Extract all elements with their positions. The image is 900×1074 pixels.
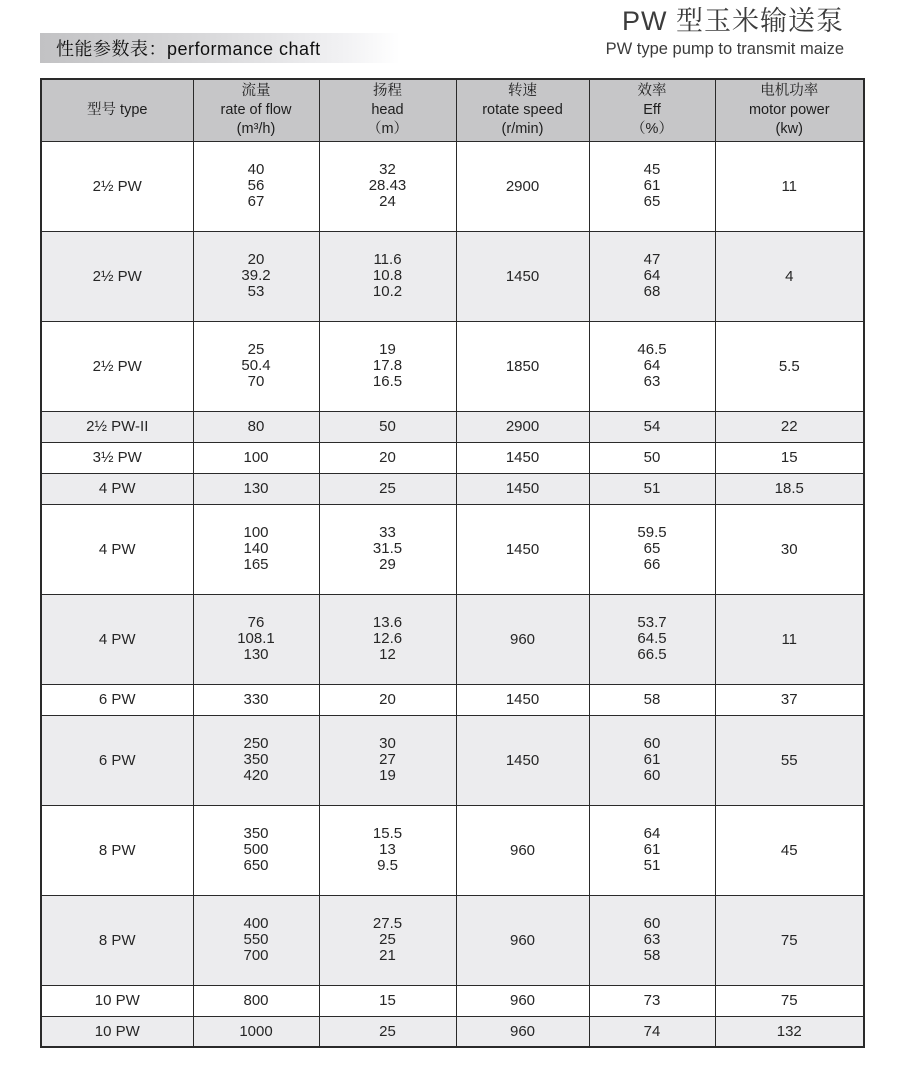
cell-type <box>41 411 193 442</box>
cell-power <box>715 321 864 411</box>
cell-speed <box>456 805 589 895</box>
cell-values <box>320 916 456 964</box>
table-row <box>41 411 864 442</box>
cell-eff <box>589 473 715 504</box>
cell-value: 60 <box>643 915 661 932</box>
cell-values <box>194 525 319 573</box>
cell-type <box>41 805 193 895</box>
cell-speed <box>456 594 589 684</box>
cell-value: 51 <box>643 480 661 497</box>
cell-speed <box>456 321 589 411</box>
cell-value: 30 <box>780 540 798 558</box>
cell-flow <box>193 715 319 805</box>
cell-value: 67 <box>247 193 265 210</box>
cell-value: 13 <box>379 841 396 858</box>
cell-flow <box>193 141 319 231</box>
cell-value: 2900 <box>505 418 540 435</box>
table-row <box>41 141 864 231</box>
cell-power <box>715 895 864 985</box>
section-header-bar <box>40 33 400 63</box>
cell-value: 10 PW <box>94 1022 140 1040</box>
cell-value: 59.5 <box>637 524 667 541</box>
cell-value: 58 <box>643 691 661 708</box>
cell-value: 12 <box>379 646 396 663</box>
table-row <box>41 504 864 594</box>
column-header-line: rotate speed <box>482 101 563 118</box>
cell-value: 650 <box>243 857 269 874</box>
table-row <box>41 321 864 411</box>
column-header-line: head <box>371 101 404 118</box>
column-header-line: (kw) <box>775 120 803 137</box>
cell-values <box>320 525 456 573</box>
cell-value: 2½ PW-II <box>86 418 149 435</box>
cell-value: 53.7 <box>637 614 667 631</box>
cell-value: 10.8 <box>372 267 403 284</box>
cell-values <box>320 342 456 390</box>
cell-value: 66.5 <box>637 646 667 663</box>
cell-value: 50 <box>643 449 661 466</box>
cell-value: 75 <box>780 992 798 1009</box>
cell-eff <box>589 715 715 805</box>
cell-value: 70 <box>247 373 265 390</box>
cell-eff <box>589 895 715 985</box>
cell-value: 165 <box>243 556 269 573</box>
cell-head <box>319 442 456 473</box>
cell-value: 25 <box>379 480 396 497</box>
cell-value: 6 PW <box>98 691 136 708</box>
cell-value: 46.5 <box>637 341 667 358</box>
column-header-line: （m） <box>366 120 409 137</box>
cell-flow <box>193 684 319 715</box>
cell-value: 45 <box>643 161 661 178</box>
column-header-line: 转速 <box>508 82 537 99</box>
cell-value: 33 <box>379 524 396 541</box>
cell-value: 5.5 <box>778 357 800 375</box>
cell-value: 18.5 <box>774 480 804 497</box>
cell-eff <box>589 985 715 1016</box>
cell-value: 50 <box>379 418 396 435</box>
cell-value: 60 <box>643 735 661 752</box>
cell-speed <box>456 504 589 594</box>
cell-head <box>319 985 456 1016</box>
column-header-line: 效率 <box>637 82 667 99</box>
cell-type <box>41 985 193 1016</box>
cell-value: 960 <box>509 992 536 1009</box>
cell-value: 10.2 <box>372 283 403 300</box>
cell-eff <box>589 442 715 473</box>
cell-power <box>715 594 864 684</box>
cell-value: 130 <box>243 480 269 497</box>
cell-power <box>715 715 864 805</box>
cell-speed <box>456 684 589 715</box>
cell-flow <box>193 231 319 321</box>
cell-type <box>41 895 193 985</box>
cell-value: 58 <box>643 947 661 964</box>
cell-value: 27.5 <box>372 915 403 932</box>
cell-type <box>41 684 193 715</box>
cell-value: 64 <box>643 357 661 374</box>
cell-value: 63 <box>643 373 661 390</box>
cell-values <box>590 525 715 573</box>
column-header-line: 型号 type <box>87 101 148 118</box>
cell-power <box>715 231 864 321</box>
cell-value: 2½ PW <box>92 177 142 195</box>
cell-value: 1850 <box>505 357 540 375</box>
cell-value: 8 PW <box>98 931 136 949</box>
table-row <box>41 715 864 805</box>
cell-value: 130 <box>243 646 269 663</box>
cell-head <box>319 1016 456 1047</box>
cell-eff <box>589 805 715 895</box>
cell-value: 54 <box>643 418 661 435</box>
cell-value: 20 <box>379 691 396 708</box>
cell-eff <box>589 411 715 442</box>
cell-value: 40 <box>247 161 265 178</box>
cell-value: 2900 <box>505 177 540 195</box>
column-header-line: 扬程 <box>373 82 402 99</box>
cell-value: 50.4 <box>241 357 271 374</box>
cell-power <box>715 411 864 442</box>
cell-value: 250 <box>243 735 269 752</box>
table-header <box>41 79 864 141</box>
cell-value: 15 <box>780 449 798 466</box>
cell-power <box>715 985 864 1016</box>
cell-value: 4 PW <box>98 540 136 558</box>
cell-value: 25 <box>379 931 396 948</box>
cell-flow <box>193 504 319 594</box>
cell-value: 61 <box>643 841 661 858</box>
cell-value: 140 <box>243 540 269 557</box>
cell-value: 960 <box>509 630 536 648</box>
table-row <box>41 231 864 321</box>
cell-values <box>590 826 715 874</box>
cell-value: 76 <box>247 614 265 631</box>
cell-type <box>41 504 193 594</box>
column-header-line: (m³/h) <box>236 120 276 137</box>
cell-values <box>194 736 319 784</box>
cell-value: 2½ PW <box>92 357 142 375</box>
cell-flow <box>193 985 319 1016</box>
cell-value: 1000 <box>239 1022 273 1040</box>
cell-values <box>590 342 715 390</box>
column-header-line: (r/min) <box>501 120 544 137</box>
cell-value: 32 <box>379 161 396 178</box>
cell-value: 64 <box>643 825 661 842</box>
cell-type <box>41 473 193 504</box>
cell-flow <box>193 442 319 473</box>
cell-flow <box>193 321 319 411</box>
cell-power <box>715 805 864 895</box>
cell-eff <box>589 1016 715 1047</box>
cell-value: 31.5 <box>372 540 403 557</box>
column-header-power <box>715 79 864 141</box>
cell-value: 60 <box>643 767 661 784</box>
column-header-type <box>41 79 193 141</box>
cell-value: 4 PW <box>98 630 136 648</box>
column-header-line: rate of flow <box>220 101 292 118</box>
cell-value: 8 PW <box>98 841 136 859</box>
cell-speed <box>456 985 589 1016</box>
cell-head <box>319 805 456 895</box>
cell-values <box>194 252 319 300</box>
cell-flow <box>193 411 319 442</box>
cell-value: 11.6 <box>373 251 402 268</box>
cell-value: 74 <box>643 1022 661 1040</box>
cell-type <box>41 442 193 473</box>
cell-value: 66 <box>643 556 661 573</box>
column-header-line: 流量 <box>241 82 271 99</box>
cell-value: 4 <box>785 267 794 285</box>
cell-head <box>319 504 456 594</box>
column-header-line: （%） <box>631 120 673 137</box>
cell-value: 108.1 <box>237 630 275 647</box>
cell-head <box>319 684 456 715</box>
cell-value: 24 <box>379 193 396 210</box>
cell-values <box>590 615 715 663</box>
cell-values <box>590 252 715 300</box>
cell-value: 11 <box>781 630 798 648</box>
cell-value: 55 <box>780 751 798 769</box>
cell-head <box>319 231 456 321</box>
table-row <box>41 985 864 1016</box>
cell-eff <box>589 594 715 684</box>
cell-value: 19 <box>379 767 396 784</box>
cell-values <box>590 916 715 964</box>
cell-power <box>715 442 864 473</box>
table-header-row <box>41 79 864 141</box>
cell-eff <box>589 321 715 411</box>
cell-value: 65 <box>643 540 661 557</box>
cell-value: 75 <box>780 931 798 949</box>
cell-value: 500 <box>243 841 269 858</box>
cell-value: 6 PW <box>98 751 136 769</box>
cell-value: 13.6 <box>372 614 403 631</box>
column-header-line: motor power <box>748 101 830 118</box>
cell-speed <box>456 442 589 473</box>
column-header-line: Eff <box>643 101 661 118</box>
cell-type <box>41 141 193 231</box>
cell-power <box>715 141 864 231</box>
page-title-chinese: PW 型玉米输送泵 <box>622 6 844 36</box>
cell-power <box>715 1016 864 1047</box>
cell-value: 20 <box>247 251 265 268</box>
cell-value: 4 PW <box>98 480 136 497</box>
table-row <box>41 805 864 895</box>
cell-value: 28.43 <box>368 177 407 194</box>
cell-value: 64 <box>643 267 661 284</box>
cell-speed <box>456 895 589 985</box>
table-row <box>41 594 864 684</box>
cell-head <box>319 141 456 231</box>
cell-speed <box>456 1016 589 1047</box>
cell-value: 22 <box>780 418 798 435</box>
column-header-flow <box>193 79 319 141</box>
cell-values <box>590 736 715 784</box>
cell-values <box>194 162 319 210</box>
cell-value: 17.8 <box>372 357 403 374</box>
cell-value: 700 <box>243 947 269 964</box>
cell-value: 1450 <box>505 267 540 285</box>
cell-value: 550 <box>243 931 269 948</box>
table-body <box>41 141 864 1047</box>
cell-values <box>320 826 456 874</box>
cell-value: 100 <box>243 524 269 541</box>
cell-value: 37 <box>780 691 798 708</box>
cell-values <box>194 615 319 663</box>
cell-value: 63 <box>643 931 661 948</box>
cell-flow <box>193 805 319 895</box>
cell-value: 47 <box>643 251 661 268</box>
cell-value: 1450 <box>505 540 540 558</box>
cell-value: 12.6 <box>372 630 403 647</box>
cell-value: 25 <box>379 1022 396 1040</box>
cell-speed <box>456 141 589 231</box>
cell-value: 64.5 <box>637 630 667 647</box>
cell-value: 73 <box>643 992 661 1009</box>
cell-value: 960 <box>509 841 536 859</box>
cell-value: 960 <box>509 931 536 949</box>
cell-value: 65 <box>643 193 661 210</box>
cell-value: 15 <box>379 992 396 1009</box>
cell-value: 80 <box>247 418 265 435</box>
cell-value: 61 <box>643 177 661 194</box>
cell-power <box>715 504 864 594</box>
cell-flow <box>193 594 319 684</box>
cell-value: 30 <box>379 735 396 752</box>
cell-head <box>319 473 456 504</box>
cell-eff <box>589 141 715 231</box>
cell-value: 9.5 <box>377 857 398 874</box>
cell-flow <box>193 1016 319 1047</box>
cell-value: 21 <box>379 947 396 964</box>
cell-values <box>590 162 715 210</box>
cell-value: 420 <box>243 767 269 784</box>
cell-value: 3½ PW <box>92 449 142 466</box>
cell-values <box>320 736 456 784</box>
cell-values <box>320 162 456 210</box>
cell-flow <box>193 473 319 504</box>
column-header-speed <box>456 79 589 141</box>
cell-value: 56 <box>247 177 265 194</box>
cell-value: 132 <box>776 1022 802 1040</box>
cell-value: 29 <box>379 556 396 573</box>
cell-values <box>194 916 319 964</box>
cell-value: 15.5 <box>372 825 403 842</box>
column-header-eff <box>589 79 715 141</box>
cell-value: 68 <box>643 283 661 300</box>
cell-speed <box>456 715 589 805</box>
cell-eff <box>589 684 715 715</box>
cell-values <box>194 342 319 390</box>
cell-type <box>41 1016 193 1047</box>
cell-value: 11 <box>781 177 798 195</box>
cell-speed <box>456 411 589 442</box>
cell-type <box>41 321 193 411</box>
cell-value: 27 <box>379 751 396 768</box>
cell-type <box>41 231 193 321</box>
cell-power <box>715 473 864 504</box>
cell-type <box>41 715 193 805</box>
cell-value: 61 <box>643 751 661 768</box>
cell-value: 400 <box>243 915 269 932</box>
cell-value: 330 <box>243 691 269 708</box>
cell-speed <box>456 231 589 321</box>
cell-head <box>319 594 456 684</box>
cell-value: 1450 <box>505 691 540 708</box>
cell-value: 2½ PW <box>92 267 142 285</box>
cell-value: 20 <box>379 449 396 466</box>
cell-value: 800 <box>243 992 269 1009</box>
cell-value: 45 <box>780 841 798 859</box>
cell-values <box>194 826 319 874</box>
cell-flow <box>193 895 319 985</box>
cell-head <box>319 895 456 985</box>
cell-head <box>319 411 456 442</box>
cell-value: 1450 <box>505 449 540 466</box>
cell-value: 16.5 <box>372 373 403 390</box>
cell-value: 10 PW <box>94 992 140 1009</box>
table-row <box>41 895 864 985</box>
performance-table <box>40 78 865 1048</box>
cell-value: 350 <box>243 825 269 842</box>
page-title-block <box>606 5 844 59</box>
cell-eff <box>589 231 715 321</box>
table-row <box>41 442 864 473</box>
cell-power <box>715 684 864 715</box>
cell-value: 51 <box>643 857 661 874</box>
cell-eff <box>589 504 715 594</box>
cell-value: 53 <box>247 283 265 300</box>
cell-value: 1450 <box>505 480 540 497</box>
cell-head <box>319 715 456 805</box>
page-title-english: PW type pump to transmit maize <box>605 40 844 58</box>
cell-value: 960 <box>509 1022 536 1040</box>
table-row <box>41 684 864 715</box>
cell-value: 100 <box>243 449 269 466</box>
cell-value: 350 <box>243 751 269 768</box>
cell-value: 39.2 <box>241 267 271 284</box>
cell-head <box>319 321 456 411</box>
table-row <box>41 1016 864 1047</box>
section-header-label: 性能参数表：performance chaft <box>56 39 321 59</box>
cell-value: 1450 <box>505 751 540 769</box>
table-row <box>41 473 864 504</box>
cell-values <box>320 252 456 300</box>
cell-type <box>41 594 193 684</box>
column-header-line: 电机功率 <box>760 82 819 99</box>
cell-value: 25 <box>247 341 265 358</box>
column-header-head <box>319 79 456 141</box>
cell-value: 19 <box>379 341 396 358</box>
cell-values <box>320 615 456 663</box>
cell-speed <box>456 473 589 504</box>
